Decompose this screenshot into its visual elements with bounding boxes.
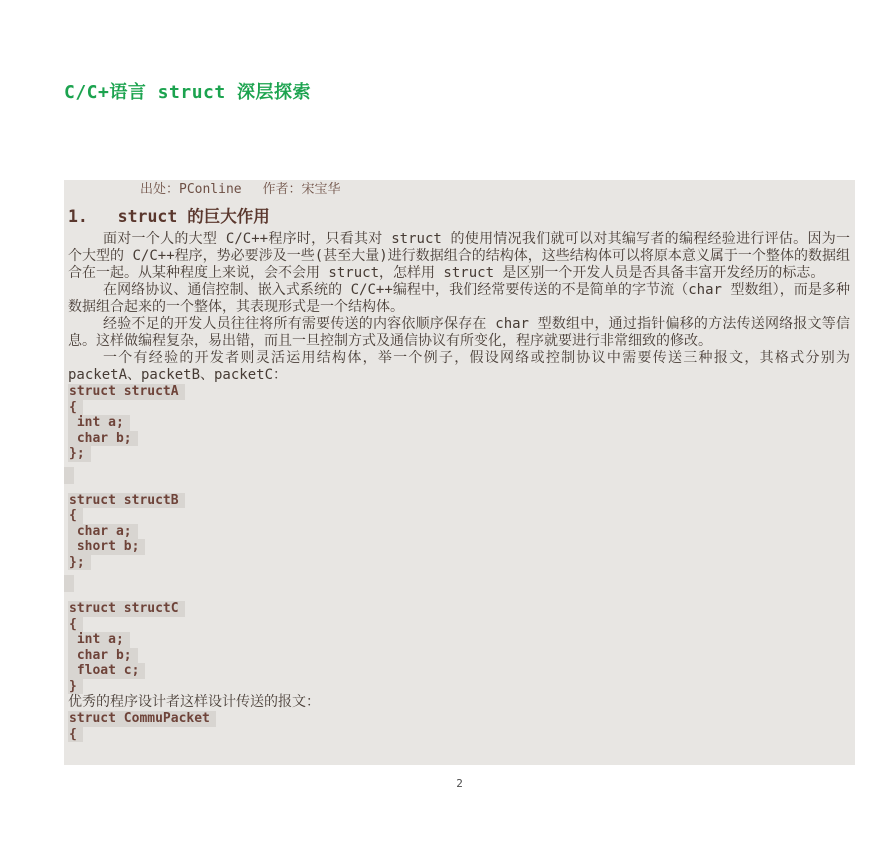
code-line: [68, 384, 850, 400]
code-line: [68, 727, 850, 743]
code-line: [68, 663, 850, 679]
page-number: 2: [456, 777, 463, 790]
code-line: [68, 539, 850, 555]
code-line: [68, 601, 850, 617]
code-text: {: [68, 508, 83, 524]
code-text: int a;: [68, 632, 130, 648]
code-line: [68, 415, 850, 431]
code-text: {: [68, 727, 83, 743]
code-line: [68, 555, 850, 571]
code-line: [68, 508, 850, 524]
code-text: char b;: [68, 431, 138, 447]
code-line: [68, 648, 850, 664]
code-text: };: [68, 446, 91, 462]
code-line: [68, 632, 850, 648]
code-block-structC: [68, 601, 850, 694]
code-text: struct structC: [68, 601, 185, 617]
code-line: [68, 431, 850, 447]
paragraph-3: 经验不足的开发人员往往将所有需要传送的内容依顺序保存在 char 型数组中，通过指针偏移的方法传送网络报文等信息。这样做编程复杂，易出错，而且一旦控制方式及通信协议有所变化，程序就要进行非常细致的修改。: [68, 316, 850, 349]
paragraph-1: 面对一个人的大型 C/C++程序时，只看其对 struct 的使用情况我们就可以对其编写者的编程经验进行评估。因为一个大型的 C/C++程序，势必要涉及一些(甚至大量)进行数据组合的结构体，这些结构体可以将原本意义属于一个整体的数据组合在一起。从某种程度上来说，会不会用 struct，怎样用 struct 是区别一个开发人员是否具备丰富开发经历的标志。: [68, 231, 850, 281]
code-block-commupacket: [68, 711, 850, 742]
code-text: short b;: [68, 539, 145, 555]
note-line: 优秀的程序设计者这样设计传送的报文：: [68, 694, 320, 710]
code-line: [68, 679, 850, 695]
code-line: [68, 711, 850, 727]
code-line: [68, 493, 850, 509]
paragraph-4: 一个有经验的开发者则灵活运用结构体，举一个例子，假设网络或控制协议中需要传送三种报文，其格式分别为 packetA、packetB、packetC：: [68, 350, 859, 383]
code-text: {: [68, 617, 83, 633]
code-text: struct structA: [68, 384, 185, 400]
code-text: struct CommuPacket: [68, 711, 216, 727]
content-panel: [64, 180, 859, 765]
code-text: char a;: [68, 524, 138, 540]
code-block-structA: [68, 384, 850, 462]
code-gap: [68, 575, 850, 601]
code-text: {: [68, 400, 83, 416]
page-title: C/C+语言 struct 深层探索: [64, 82, 312, 103]
paragraph-2: 在网络协议、通信控制、嵌入式系统的 C/C++编程中，我们经常要传送的不是简单的字节流（char 型数组），而是多种数据组合起来的一个整体，其表现形式是一个结构体。: [68, 282, 850, 315]
section-heading: 1. struct 的巨大作用: [68, 207, 270, 226]
highlight-marker-1: [64, 467, 74, 484]
code-text: float c;: [68, 663, 145, 679]
code-gap: [68, 467, 850, 493]
code-text: }: [68, 679, 83, 695]
highlight-marker-2: [64, 575, 74, 592]
byline: 出处：PConline 作者：宋宝华: [140, 182, 341, 197]
code-line: [68, 400, 850, 416]
code-text: struct structB: [68, 493, 185, 509]
code-text: };: [68, 555, 91, 571]
code-text: int a;: [68, 415, 130, 431]
code-text: char b;: [68, 648, 138, 664]
code-line: [68, 524, 850, 540]
code-line: [68, 446, 850, 462]
code-block-structB: [68, 493, 850, 571]
code-line: [68, 617, 850, 633]
